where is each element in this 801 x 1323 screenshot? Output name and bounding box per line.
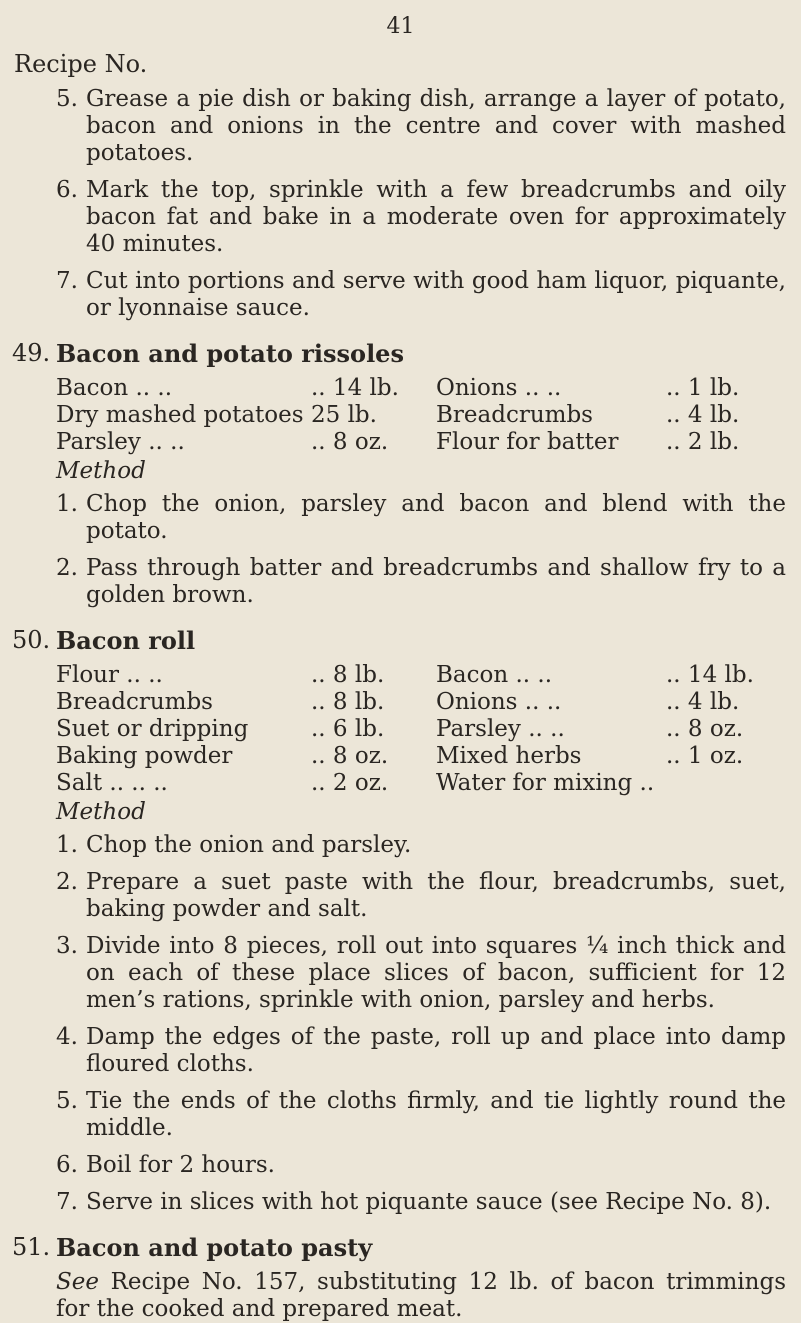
ingredients-table	[56, 375, 786, 456]
ingredient-qty: .. 2 lb.	[666, 429, 740, 455]
ingredient-qty: .. 4 lb.	[666, 689, 740, 715]
step-number: 3.	[56, 933, 78, 959]
ingredient-qty: .. 2 oz.	[311, 770, 389, 796]
ingredient-name: Dry mashed potatoes	[56, 402, 304, 428]
method-heading: Method	[56, 458, 146, 484]
ingredient-name: Onions .. ..	[436, 375, 562, 401]
ingredient-name: Flour .. ..	[56, 662, 163, 688]
step-number: 5.	[56, 1088, 78, 1114]
recipe-title: Bacon roll	[56, 626, 196, 655]
ingredient-row	[56, 662, 786, 689]
recipe-number: 50.	[12, 626, 51, 654]
ingredient-name: Parsley .. ..	[436, 716, 565, 742]
ingredient-name: Breadcrumbs	[436, 402, 593, 428]
step-text: Prepare a suet paste with the flour, breadcrumbs, suet, baking powder and salt.	[86, 869, 786, 922]
step	[56, 832, 786, 859]
ingredient-row	[56, 375, 786, 402]
ingredient-qty: .. 8 oz.	[311, 429, 389, 455]
recipe-51	[12, 1233, 786, 1323]
page-content	[12, 86, 786, 1323]
method-heading: Method	[56, 799, 146, 825]
step-number: 2.	[56, 869, 78, 895]
recipe-title: Bacon and potato rissoles	[56, 339, 404, 368]
step-number: 7.	[56, 1189, 78, 1215]
ingredient-name: Bacon .. ..	[436, 662, 553, 688]
ingredient-qty: .. 14 lb.	[666, 662, 754, 688]
recipe-title: Bacon and potato pasty	[56, 1233, 373, 1262]
continued-steps	[56, 86, 786, 322]
ingredient-name: Mixed herbs	[436, 743, 582, 769]
step-number: 5.	[56, 86, 78, 112]
ingredient-row	[56, 402, 786, 429]
step	[56, 1152, 786, 1179]
ingredient-row	[56, 770, 786, 797]
step	[56, 491, 786, 545]
ingredient-name: Baking powder	[56, 743, 233, 769]
step	[56, 1088, 786, 1142]
ingredient-name: Breadcrumbs	[56, 689, 213, 715]
step-text: Mark the top, sprinkle with a few breadcrumbs and oily bacon fat and bake in a moderate oven for approximately 40 minutes.	[86, 177, 786, 257]
step-number: 4.	[56, 1024, 78, 1050]
ingredients-table	[56, 662, 786, 797]
ingredient-name: Water for mixing ..	[436, 770, 655, 796]
ingredient-qty: .. 1 lb.	[666, 375, 740, 401]
step-number: 1.	[56, 491, 78, 517]
ingredient-qty: .. 8 lb.	[311, 689, 385, 715]
step-text: Serve in slices with hot piquante sauce (see Recipe No. 8).	[86, 1189, 772, 1215]
step	[56, 555, 786, 609]
page-number: 41	[386, 14, 415, 39]
step-text: Boil for 2 hours.	[86, 1152, 275, 1178]
step	[56, 177, 786, 258]
step-number: 7.	[56, 268, 78, 294]
step-number: 6.	[56, 177, 78, 203]
step-text: Damp the edges of the paste, roll up and place into damp floured cloths.	[86, 1024, 786, 1077]
note-reference: See	[56, 1269, 99, 1295]
step-number: 2.	[56, 555, 78, 581]
step-text: Cut into portions and serve with good ham liquor, piquante, or lyonnaise sauce.	[86, 268, 786, 321]
recipe-number-header: Recipe No.	[14, 50, 148, 78]
step	[56, 1189, 786, 1216]
ingredient-name: Flour for batter	[436, 429, 619, 455]
step-number: 1.	[56, 832, 78, 858]
step-text: Tie the ends of the cloths firmly, and tie lightly round the middle.	[86, 1088, 786, 1141]
ingredient-qty: .. 8 oz.	[311, 743, 389, 769]
step	[56, 869, 786, 923]
step-text: Pass through batter and breadcrumbs and shallow fry to a golden brown.	[86, 555, 786, 608]
ingredient-name: Parsley .. ..	[56, 429, 185, 455]
ingredient-qty: 25 lb.	[311, 402, 377, 428]
step	[56, 268, 786, 322]
ingredient-row	[56, 743, 786, 770]
step-text: Grease a pie dish or baking dish, arrange a layer of potato, bacon and onions in the centre and cover with mashed potatoes.	[86, 86, 786, 166]
ingredient-qty: .. 8 oz.	[666, 716, 744, 742]
ingredient-name: Onions .. ..	[436, 689, 562, 715]
step	[56, 1024, 786, 1078]
recipe-50	[12, 626, 786, 1216]
recipe-49	[12, 339, 786, 609]
step-text: Chop the onion and parsley.	[86, 832, 412, 858]
step-number: 6.	[56, 1152, 78, 1178]
recipe-note	[56, 1269, 786, 1323]
ingredient-row	[56, 716, 786, 743]
ingredient-qty: .. 8 lb.	[311, 662, 385, 688]
ingredient-qty: .. 4 lb.	[666, 402, 740, 428]
ingredient-row	[56, 429, 786, 456]
step-text: Chop the onion, parsley and bacon and blend with the potato.	[86, 491, 786, 544]
ingredient-name: Suet or dripping	[56, 716, 249, 742]
ingredient-row	[56, 689, 786, 716]
ingredient-qty: .. 6 lb.	[311, 716, 385, 742]
recipe-number: 49.	[12, 339, 51, 367]
ingredient-qty: .. 1 oz.	[666, 743, 744, 769]
step	[56, 933, 786, 1014]
ingredient-qty	[666, 770, 786, 797]
ingredient-qty: .. 14 lb.	[311, 375, 399, 401]
recipe-number: 51.	[12, 1233, 51, 1261]
step	[56, 86, 786, 167]
note-text: Recipe No. 157, substituting 12 lb. of bacon trimmings for the cooked and prepared meat.	[56, 1269, 786, 1322]
step-text: Divide into 8 pieces, roll out into squares ¼ inch thick and on each of these place slices of bacon, sufficient for 12 men’s rations, sprinkle with onion, parsley and herbs.	[86, 933, 786, 1013]
ingredient-name: Bacon .. ..	[56, 375, 173, 401]
ingredient-name: Salt .. .. ..	[56, 770, 168, 796]
